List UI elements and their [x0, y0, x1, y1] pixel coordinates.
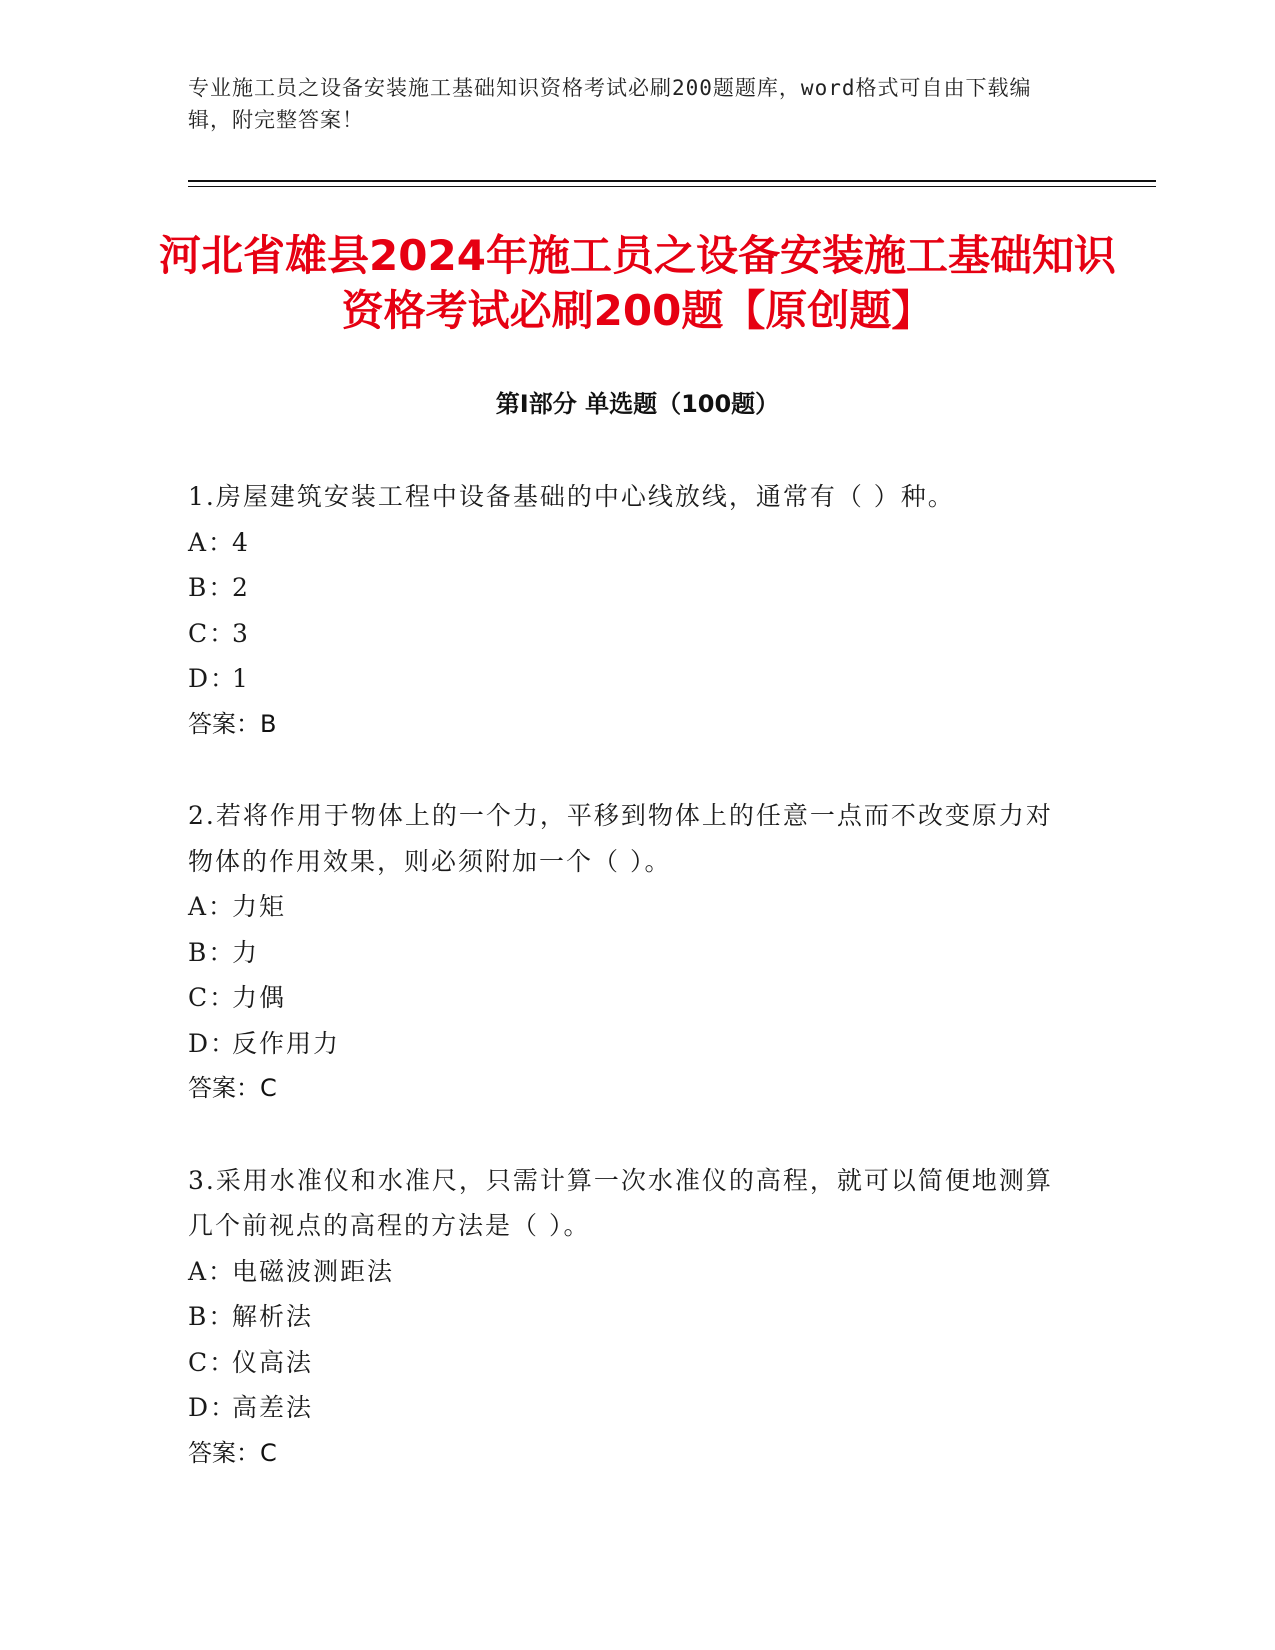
option-text: 4 — [232, 527, 250, 557]
header-rule-thin — [188, 186, 1156, 187]
option-text: 2 — [232, 573, 250, 602]
question-1 — [188, 474, 1068, 747]
question-stem: 3.采用水准仪和水准尺，只需计算一次水准仪的高程，就可以简便地测算几个前视点的高程的方法是（ ）。 — [188, 1165, 1053, 1240]
option-b — [188, 565, 1068, 611]
option-key: B： — [188, 573, 236, 602]
option-key: A： — [188, 1256, 236, 1286]
option-text: 高差法 — [232, 1393, 314, 1422]
document-title: 河北省雄县2024年施工员之设备安装施工基础知识资格考试必刷200题【原创题】 — [159, 231, 1116, 335]
option-c — [188, 975, 1068, 1021]
option-key: C： — [188, 1347, 237, 1377]
answer-line: 答案：B — [188, 709, 277, 738]
option-key: C： — [188, 618, 237, 648]
option-d — [188, 656, 1068, 702]
option-d — [188, 1021, 1068, 1067]
option-b — [188, 1294, 1068, 1340]
option-text: 反作用力 — [232, 1028, 341, 1058]
option-text: 力偶 — [232, 983, 287, 1012]
header-note: 专业施工员之设备安装施工基础知识资格考试必刷200题题库，word格式可自由下载编辑，附完整答案！ — [188, 76, 1032, 132]
option-a — [188, 884, 1068, 930]
option-key: A： — [188, 527, 236, 557]
question-2 — [188, 793, 1068, 1112]
option-d — [188, 1385, 1068, 1431]
option-key: B： — [188, 937, 236, 967]
option-key: D： — [188, 1393, 238, 1422]
option-key: D： — [188, 664, 238, 693]
section-heading: 第Ⅰ部分 单选题（100题） — [495, 390, 780, 418]
answer-line: 答案：C — [188, 1438, 277, 1467]
option-c — [188, 1340, 1068, 1386]
header-rule-thick — [188, 180, 1156, 182]
question-3 — [188, 1158, 1068, 1477]
option-key: C： — [188, 983, 237, 1012]
option-key: A： — [188, 892, 236, 921]
option-key: D： — [188, 1028, 238, 1058]
option-text: 解析法 — [232, 1302, 314, 1331]
question-stem: 1.房屋建筑安装工程中设备基础的中心线放线，通常有（ ）种。 — [188, 482, 955, 511]
option-key: B： — [188, 1302, 236, 1331]
question-stem: 2.若将作用于物体上的一个力，平移到物体上的任意一点而不改变原力对物体的作用效果，则必须附加一个（ ）。 — [188, 801, 1053, 876]
option-a — [188, 1249, 1068, 1295]
option-text: 仪高法 — [232, 1347, 314, 1377]
option-text: 电磁波测距法 — [232, 1256, 395, 1286]
answer-line: 答案：C — [188, 1074, 277, 1102]
option-b — [188, 930, 1068, 976]
option-text: 3 — [232, 618, 250, 648]
option-a — [188, 520, 1068, 566]
option-text: 力矩 — [232, 892, 287, 921]
option-c — [188, 611, 1068, 657]
option-text: 力 — [232, 937, 260, 967]
question-list — [188, 474, 1068, 1522]
option-text: 1 — [232, 664, 250, 693]
